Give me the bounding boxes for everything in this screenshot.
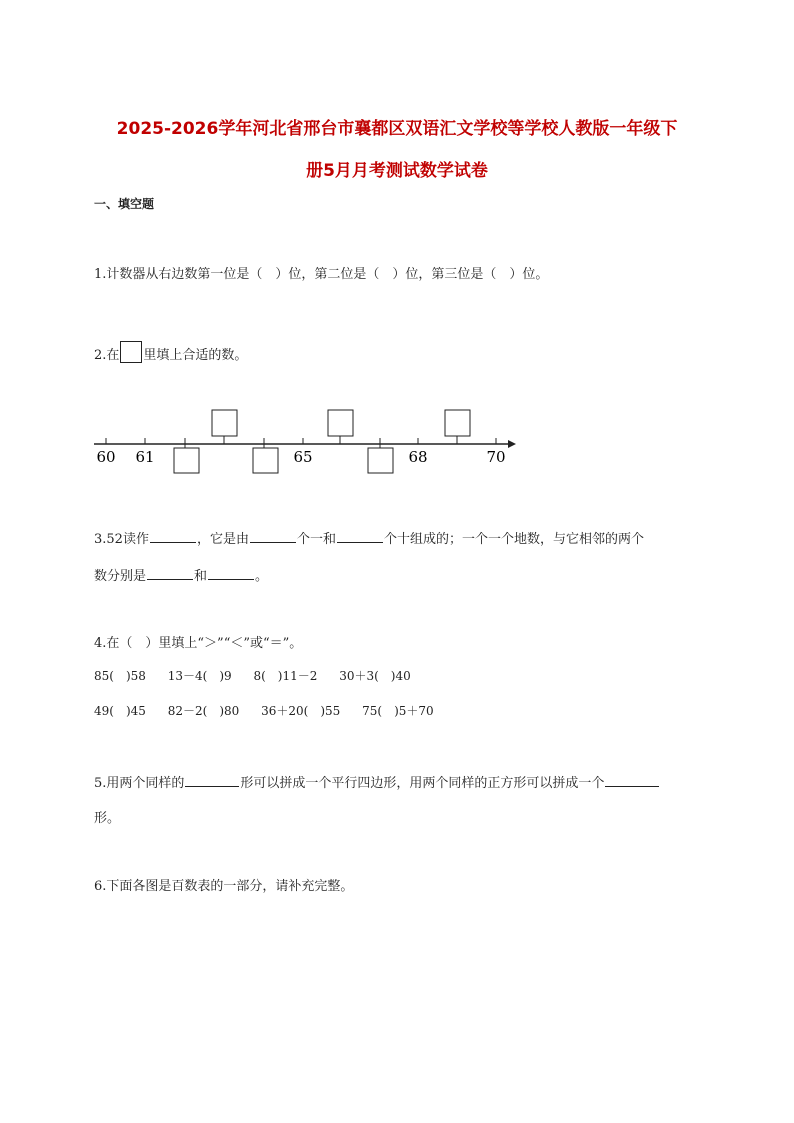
question-3-text: ，它是由: [196, 532, 249, 547]
answer-blank[interactable]: [147, 567, 193, 580]
comparison-item: 75( )5＋70: [362, 704, 434, 718]
comparison-item: 36＋20( )55: [261, 704, 341, 718]
answer-blank[interactable]: [605, 774, 659, 787]
question-4: 4.在（ ）里填上“＞”“＜”或“＝”。: [94, 636, 303, 651]
question-1: 1.计数器从右边数第一位是（ ）位，第二位是（ ）位，第三位是（ ）位。: [94, 267, 549, 282]
tick-label-68: 68: [408, 448, 428, 466]
question-4-row-2: [94, 702, 434, 719]
answer-box-icon: [120, 341, 142, 363]
answer-blank[interactable]: [150, 530, 196, 543]
answer-box-64[interactable]: [253, 448, 278, 473]
question-4-row-1: [94, 667, 411, 684]
tick-label-60: 60: [96, 448, 116, 466]
number-line-ticks: [106, 438, 496, 444]
number-line-figure: [90, 400, 520, 475]
answer-box-69[interactable]: [445, 410, 470, 436]
question-3-text: 和: [194, 569, 208, 584]
comparison-item: 30＋3( )40: [339, 669, 411, 683]
question-3-text: 3.52读作: [94, 532, 149, 547]
comparison-item: 8( )11－2: [253, 669, 318, 683]
tick-label-65: 65: [293, 448, 313, 466]
tick-label-61: 61: [135, 448, 155, 466]
question-3-text: 个一和: [296, 532, 336, 547]
question-5-line-1: [94, 772, 660, 791]
answer-box-67[interactable]: [368, 448, 393, 473]
question-2-prefix: 2.在: [94, 348, 120, 363]
question-2: [94, 341, 247, 363]
question-3-line-2: [94, 565, 268, 584]
page-title-line-1: 2025-2026学年河北省邢台市襄都区双语汇文学校等学校人教版一年级下: [116, 119, 678, 139]
upper-answer-boxes[interactable]: [212, 410, 470, 444]
question-2-suffix: 里填上合适的数。: [143, 348, 248, 363]
question-3-text: 。: [255, 569, 269, 584]
number-line-arrow: [508, 440, 516, 448]
answer-blank[interactable]: [185, 774, 239, 787]
answer-blank[interactable]: [208, 567, 254, 580]
section-heading: 一、填空题: [94, 197, 155, 211]
question-3-text: 数分别是: [94, 569, 147, 584]
comparison-item: 85( )58: [94, 669, 146, 683]
question-5-text: 5.用两个同样的: [94, 776, 185, 791]
question-5-line-2: 形。: [94, 811, 121, 826]
tick-label-70: 70: [486, 448, 506, 466]
question-5-text: 形可以拼成一个平行四边形，用两个同样的正方形可以拼成一个: [240, 776, 605, 791]
answer-box-63[interactable]: [212, 410, 237, 436]
lower-answer-boxes[interactable]: [174, 444, 393, 473]
page-title-line-2: 册5月月考测试数学试卷: [306, 161, 488, 181]
question-3-line-1: [94, 528, 644, 547]
answer-box-62[interactable]: [174, 448, 199, 473]
question-6: 6.下面各图是百数表的一部分，请补充完整。: [94, 879, 354, 894]
answer-blank[interactable]: [337, 530, 383, 543]
question-3-text: 个十组成的；一个一个地数，与它相邻的两个: [383, 532, 644, 547]
answer-blank[interactable]: [250, 530, 296, 543]
comparison-item: 13－4( )9: [167, 669, 232, 683]
comparison-item: 49( )45: [94, 704, 146, 718]
comparison-item: 82－2( )80: [167, 704, 240, 718]
answer-box-66[interactable]: [328, 410, 353, 436]
